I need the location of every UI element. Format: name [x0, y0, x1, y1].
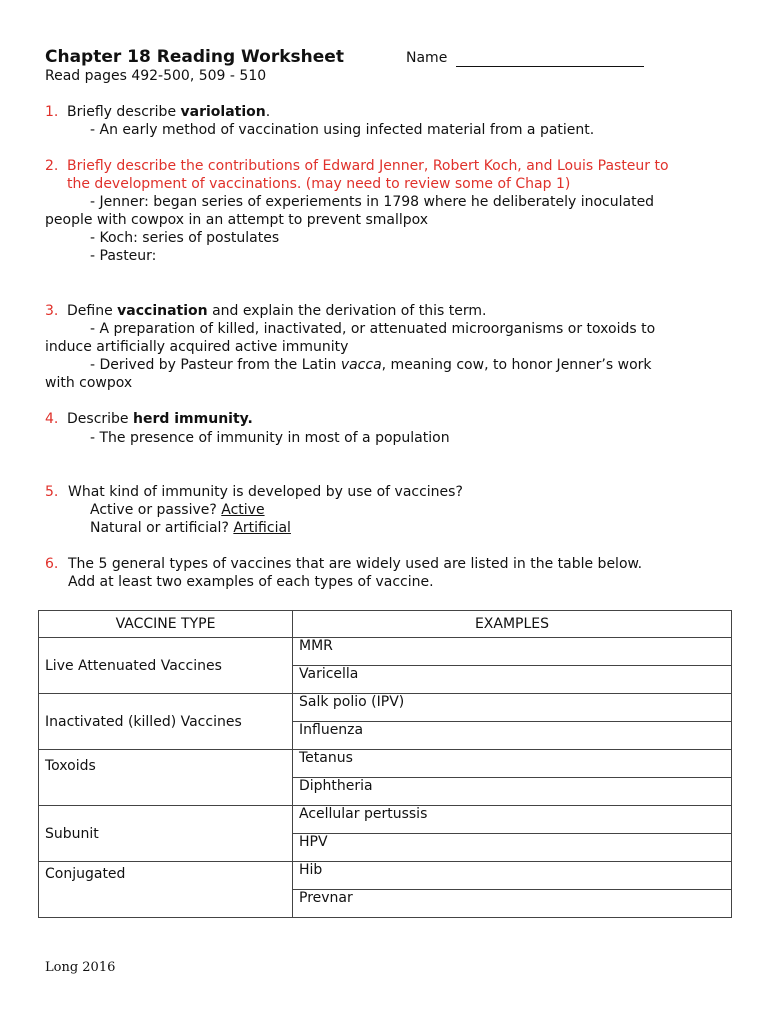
page-title: Chapter 18 Reading Worksheet: [45, 47, 344, 67]
example-cell[interactable]: MMR: [293, 638, 732, 666]
q2-answer-jenner-line2: people with cowpox in an attempt to prevent smallpox: [45, 212, 429, 228]
example-cell[interactable]: Prevnar: [293, 890, 732, 918]
example-cell[interactable]: Tetanus: [293, 750, 732, 778]
q3-answer2-latin: vacca: [340, 357, 382, 373]
q5-sub1: [90, 501, 265, 519]
example-cell[interactable]: Varicella: [293, 666, 732, 694]
q1-answer: - An early method of vaccination using infected material from a patient.: [90, 122, 595, 138]
q1-prompt-pre: Briefly describe: [67, 104, 181, 120]
name-blank-line[interactable]: [456, 66, 644, 67]
q1-number: 1.: [45, 104, 59, 120]
table-row: [39, 806, 732, 834]
vaccine-type-cell: Inactivated (killed) Vaccines: [39, 694, 293, 750]
q3-answer2-post: , meaning cow, to honor Jenner’s work: [381, 357, 652, 373]
example-cell[interactable]: Acellular pertussis: [293, 806, 732, 834]
q2-answer-jenner-line1: - Jenner: began series of experiements in 1798 where he deliberately inoculated: [90, 194, 655, 210]
example-cell[interactable]: Salk polio (IPV): [293, 694, 732, 722]
q3-answer2-line1: [90, 356, 652, 374]
q3-prompt: [67, 302, 486, 320]
q2-answer-koch: - Koch: series of postulates: [90, 230, 280, 246]
name-label: Name: [406, 50, 448, 66]
q2-answer-pasteur: - Pasteur:: [90, 248, 157, 264]
q1-prompt-term: variolation: [180, 104, 266, 120]
q1-prompt: [67, 103, 270, 121]
table-row: [39, 638, 732, 666]
q4-prompt: [67, 410, 253, 428]
q2-prompt-line1: Briefly describe the contributions of Edward Jenner, Robert Koch, and Louis Pasteur to: [67, 158, 669, 174]
table-header-row: [39, 611, 732, 638]
vaccine-type-cell: Conjugated: [39, 862, 293, 918]
q2-prompt-line2: the development of vaccinations. (may need to review some of Chap 1): [67, 176, 571, 192]
q4-answer: - The presence of immunity in most of a population: [90, 430, 450, 446]
example-cell[interactable]: Diphtheria: [293, 778, 732, 806]
q6-number: 6.: [45, 556, 59, 572]
q3-answer2-line2: with cowpox: [45, 375, 133, 391]
q2-number: 2.: [45, 158, 59, 174]
q3-number: 3.: [45, 303, 59, 319]
footer-note: Long 2016: [45, 960, 116, 975]
q6-prompt-line1: The 5 general types of vaccines that are widely used are listed in the table below.: [68, 556, 643, 572]
example-cell[interactable]: Influenza: [293, 722, 732, 750]
q5-number: 5.: [45, 484, 59, 500]
q4-number: 4.: [45, 411, 59, 427]
q3-prompt-pre: Define: [67, 303, 118, 319]
q3-prompt-term: vaccination: [117, 303, 208, 319]
reading-assignment: Read pages 492-500, 509 - 510: [45, 68, 267, 84]
q5-prompt: What kind of immunity is developed by use of vaccines?: [68, 484, 463, 500]
q3-answer1-line2: induce artificially acquired active immunity: [45, 339, 349, 355]
table-row: [39, 862, 732, 890]
q3-answer1-line1: - A preparation of killed, inactivated, or attenuated microorganisms or toxoids to: [90, 321, 656, 337]
q5-sub2: [90, 519, 291, 537]
vaccine-type-cell: Subunit: [39, 806, 293, 862]
vaccine-types-table: [38, 610, 732, 918]
header-examples: EXAMPLES: [293, 611, 732, 638]
q1-prompt-post: .: [265, 104, 271, 120]
q6-prompt-line2: Add at least two examples of each types of vaccine.: [68, 574, 434, 590]
q5-sub1-answer: Active: [221, 502, 265, 518]
example-cell[interactable]: HPV: [293, 834, 732, 862]
q5-sub2-answer: Artificial: [233, 520, 291, 536]
q3-answer2-pre: - Derived by Pasteur from the Latin: [90, 357, 341, 373]
header-vaccine-type: VACCINE TYPE: [39, 611, 293, 638]
q4-prompt-pre: Describe: [67, 411, 133, 427]
q5-sub1-label: Active or passive?: [90, 502, 222, 518]
table-row: [39, 694, 732, 722]
q4-prompt-term: herd immunity.: [132, 411, 253, 427]
q3-prompt-post: and explain the derivation of this term.: [207, 303, 487, 319]
table-row: [39, 750, 732, 778]
vaccine-type-cell: Toxoids: [39, 750, 293, 806]
example-cell[interactable]: Hib: [293, 862, 732, 890]
q5-sub2-label: Natural or artificial?: [90, 520, 234, 536]
vaccine-type-cell: Live Attenuated Vaccines: [39, 638, 293, 694]
